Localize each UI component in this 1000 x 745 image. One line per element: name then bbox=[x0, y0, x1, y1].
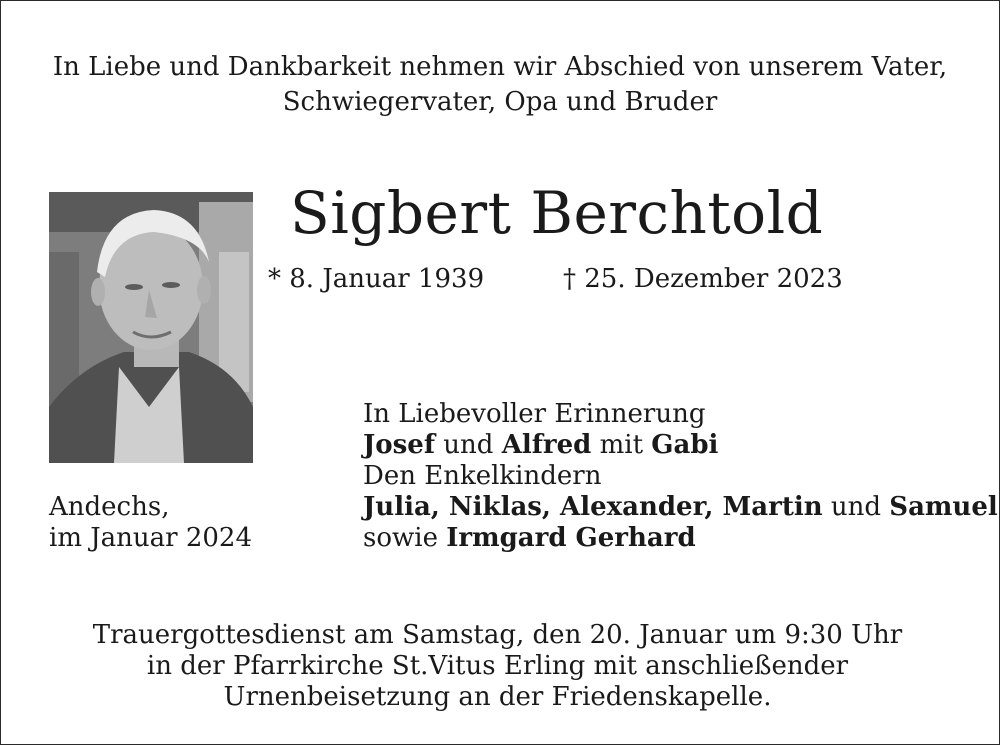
service-info bbox=[0, 620, 995, 713]
death-date: † 25. Dezember 2023 bbox=[563, 264, 843, 294]
portrait-image bbox=[49, 192, 253, 463]
child-name-alfred: Alfred bbox=[501, 430, 592, 460]
conjunction-und: und bbox=[435, 430, 502, 460]
mourners-heading: In Liebevoller Erinnerung bbox=[363, 399, 706, 429]
service-line-2: in der Pfarrkirche St.Vitus Erling mit anschließender bbox=[146, 651, 849, 681]
place-line: Andechs, bbox=[49, 492, 170, 522]
children-line bbox=[363, 430, 998, 461]
portrait-photo bbox=[49, 192, 253, 463]
intro-line-2: Schwiegervater, Opa und Bruder bbox=[282, 87, 718, 117]
date-line: im Januar 2024 bbox=[49, 523, 253, 553]
deceased-name: Sigbert Berchtold bbox=[290, 179, 824, 247]
grandchildren-heading: Den Enkelkindern bbox=[363, 461, 602, 491]
service-line-1: Trauergottesdienst am Samstag, den 20. Januar um 9:30 Uhr bbox=[92, 620, 903, 650]
child-name-josef: Josef bbox=[363, 430, 436, 460]
mourners-list bbox=[363, 399, 998, 554]
conjunction-mit: mit bbox=[591, 430, 652, 460]
grandchild-name-samuel: Samuel bbox=[889, 492, 998, 522]
place-and-date bbox=[49, 492, 252, 554]
partner-name-gabi: Gabi bbox=[651, 430, 719, 460]
sibling-line bbox=[363, 523, 998, 554]
conjunction-und-2: und bbox=[822, 492, 890, 522]
service-line-3: Urnenbeisetzung an der Friedenskapelle. bbox=[223, 682, 772, 712]
grandchildren-line bbox=[363, 492, 998, 523]
birth-date: * 8. Januar 1939 bbox=[268, 264, 485, 294]
intro-line-1: In Liebe und Dankbarkeit nehmen wir Abschied von unserem Vater, bbox=[52, 52, 948, 82]
grandchildren-names: Julia, Niklas, Alexander, Martin bbox=[363, 492, 823, 522]
conjunction-sowie: sowie bbox=[363, 523, 447, 553]
sibling-name: Irmgard Gerhard bbox=[446, 523, 696, 553]
intro-text bbox=[0, 50, 1000, 120]
